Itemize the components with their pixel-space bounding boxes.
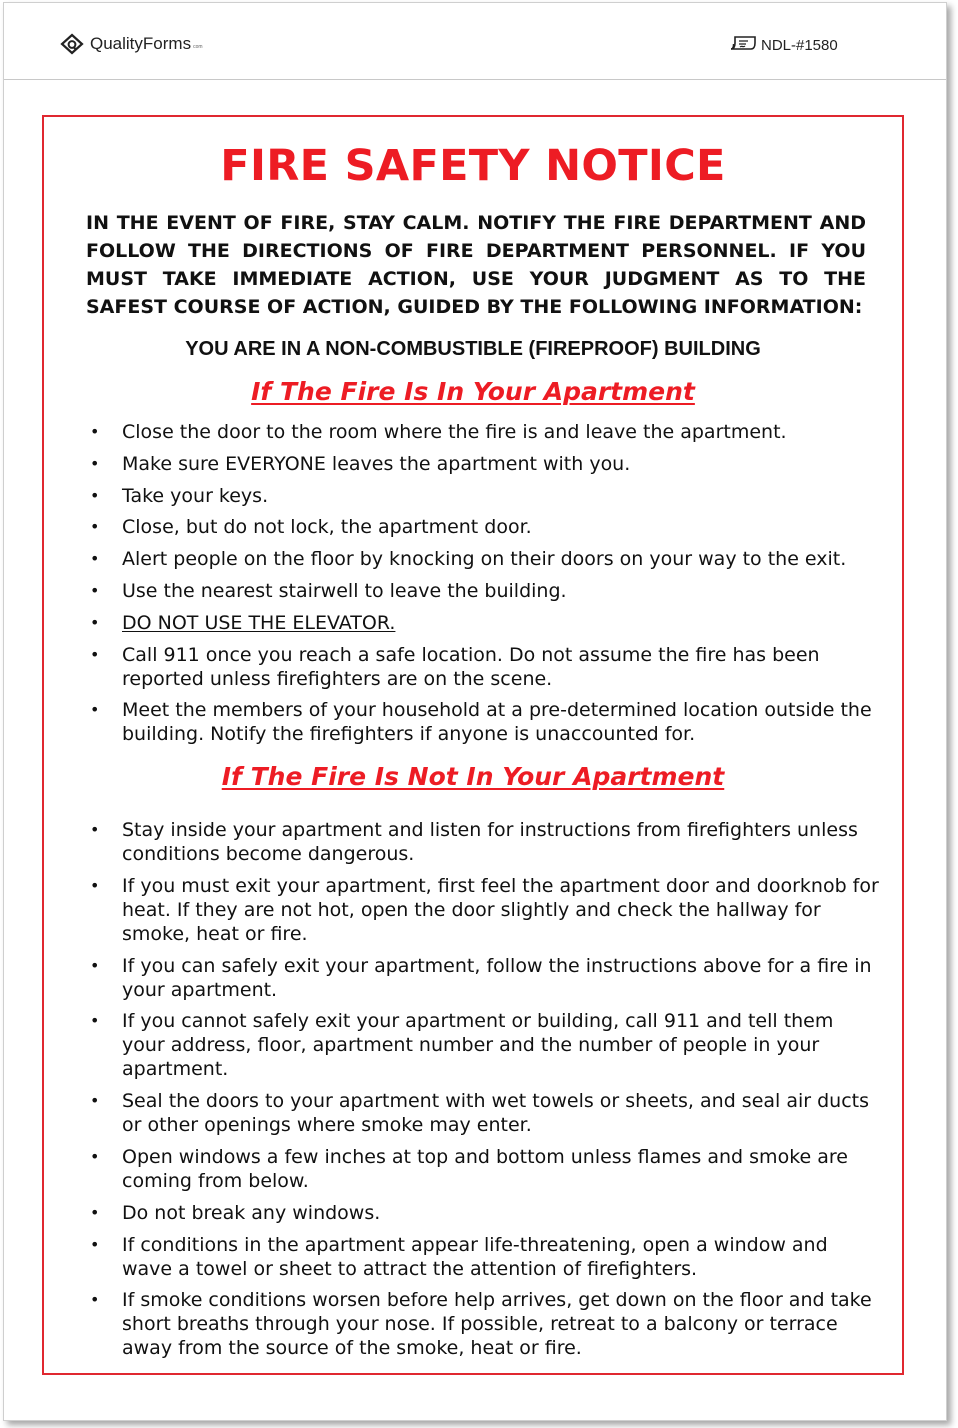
- notice-title: FIRE SAFETY NOTICE: [220, 141, 726, 191]
- section-heading-not-in-apartment: If The Fire Is Not In Your Apartment: [221, 762, 725, 791]
- header-bar: [4, 3, 946, 80]
- building-type: YOU ARE IN A NON-COMBUSTIBLE (FIREPROOF) BUILDING: [185, 338, 761, 360]
- brand: [60, 33, 203, 55]
- list-item: • Seal the doors to your apartment with wet towels or sheets, and seal air ducts or other openings where smoke may enter.: [90, 1089, 880, 1137]
- elevator-warning: DO NOT USE THE ELEVATOR.: [122, 611, 396, 634]
- notice-intro: IN THE EVENT OF FIRE, STAY CALM. NOTIFY THE FIRE DEPARTMENT AND FOLLOW THE DIRECTIONS OF FIRE DEPARTMENT PERSONNEL. IF YOU MUST TAKE IMMEDIATE ACTION, USE YOUR JUDGMENT AS TO THE SAFEST COURSE OF ACTION, GUIDED BY THE FOLLOWING INFORMATION:: [86, 212, 866, 318]
- list-item: • Close the door to the room where the fire is and leave the apartment.: [90, 420, 880, 444]
- document-number-text: NDL-#1580: [761, 36, 838, 54]
- list-item: • Do not break any windows.: [90, 1201, 880, 1225]
- house-logo-icon: [60, 33, 84, 55]
- list-item: • Make sure EVERYONE leaves the apartment with you.: [90, 452, 880, 476]
- list-item: • If you cannot safely exit your apartment or building, call 911 and tell them your address, floor, apartment number and the number of people in your apartment.: [90, 1009, 880, 1081]
- instructions-list-not-in-apartment: [90, 818, 880, 1368]
- list-item: [90, 611, 880, 635]
- document-number-icon: [728, 34, 758, 56]
- notice-frame: [42, 115, 904, 1375]
- list-item: • Take your keys.: [90, 484, 880, 508]
- document-number: [728, 34, 838, 56]
- list-item: • If smoke conditions worsen before help arrives, get down on the floor and take short breaths through your nose. If possible, retreat to a balcony or terrace away from the source of the smoke, heat or fire.: [90, 1288, 880, 1360]
- list-item: • Close, but do not lock, the apartment door.: [90, 515, 880, 539]
- list-item: • If you must exit your apartment, first feel the apartment door and doorknob for heat. If they are not hot, open the door slightly and check the hallway for smoke, heat or fire.: [90, 874, 880, 946]
- section-heading-in-apartment: If The Fire Is In Your Apartment: [251, 377, 695, 406]
- list-item: • Use the nearest stairwell to leave the building.: [90, 579, 880, 603]
- list-item: • If you can safely exit your apartment, follow the instructions above for a fire in your apartment.: [90, 954, 880, 1002]
- list-item: • Meet the members of your household at a pre-determined location outside the building. Notify the firefighters if anyone is unaccounted for.: [90, 698, 880, 746]
- list-item: • Stay inside your apartment and listen for instructions from firefighters unless conditions become dangerous.: [90, 818, 880, 866]
- list-item: • Open windows a few inches at top and bottom unless flames and smoke are coming from below.: [90, 1145, 880, 1193]
- brand-suffix: com: [193, 44, 203, 50]
- brand-name: QualityForms: [90, 34, 192, 53]
- instructions-list-in-apartment: [90, 420, 880, 754]
- list-item: • Alert people on the floor by knocking on their doors on your way to the exit.: [90, 547, 880, 571]
- list-item: • Call 911 once you reach a safe location. Do not assume the fire has been reported unless firefighters are on the scene.: [90, 643, 880, 691]
- list-item: • If conditions in the apartment appear life-threatening, open a window and wave a towel or sheet to attract the attention of firefighters.: [90, 1233, 880, 1281]
